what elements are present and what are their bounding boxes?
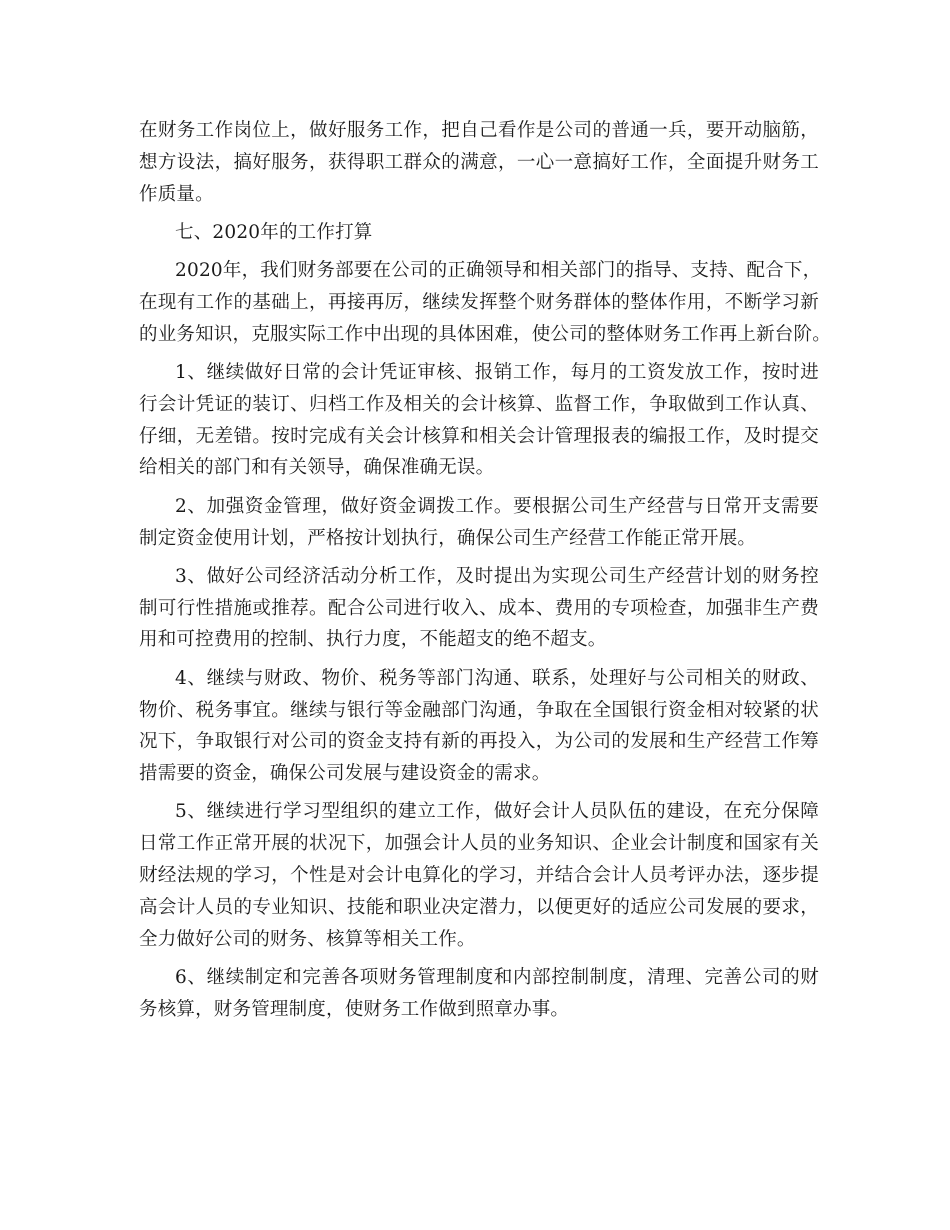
- text-line: 仔细，无差错。按时完成有关会计核算和相关会计管理报表的编报工作，及时提交: [139, 425, 819, 447]
- text-line: 行会计凭证的装订、归档工作及相关的会计核算、监督工作，争取做到工作认真、: [139, 393, 819, 415]
- text-line: 制定资金使用计划，严格按计划执行，确保公司生产经营工作能正常开展。: [139, 527, 757, 549]
- paragraph-item-3: [139, 561, 819, 656]
- text-line: 5、继续进行学习型组织的建立工作，做好会计人员队伍的建设，在充分保障: [175, 801, 819, 823]
- text-line: 给相关的部门和有关领导，确保准确无误。: [139, 457, 495, 479]
- text-line: 4、继续与财政、物价、税务等部门沟通、联系，处理好与公司相关的财政、: [175, 667, 819, 689]
- paragraph-item-2: [139, 491, 819, 555]
- text-line: 财经法规的学习，个性是对会计电算化的学习，并结合会计人员考评办法，逐步提: [139, 865, 819, 887]
- paragraph-item-4: [139, 663, 819, 790]
- text-line: 想方设法，搞好服务，获得职工群众的满意，一心一意搞好工作，全面提升财务工: [139, 151, 819, 173]
- text-line: 作质量。: [139, 183, 214, 205]
- text-line: 日常工作正常开展的状况下，加强会计人员的业务知识、企业会计制度和国家有关: [139, 833, 819, 855]
- text-line: 在现有工作的基础上，再接再厉，继续发挥整个财务群体的整体作用，不断学习新: [139, 291, 819, 313]
- text-line: 3、做好公司经济活动分析工作，及时提出为实现公司生产经营计划的财务控: [175, 565, 819, 587]
- text-line: 2020年，我们财务部要在公司的正确领导和相关部门的指导、支持、配合下，: [175, 260, 822, 282]
- text-line: 高会计人员的专业知识、技能和职业决定潜力，以便更好的适应公司发展的要求，: [139, 896, 819, 918]
- paragraph-item-5: [139, 796, 819, 955]
- document-body: [139, 115, 831, 1026]
- text-line: 务核算，财务管理制度，使财务工作做到照章办事。: [139, 998, 570, 1020]
- paragraph-item-6: [139, 962, 819, 1026]
- text-line: 的业务知识，克服实际工作中出现的具体困难，使公司的整体财务工作再上新台阶。: [139, 323, 831, 345]
- text-line: 在财务工作岗位上，做好服务工作，把自己看作是公司的普通一兵，要开动脑筋，: [139, 120, 819, 141]
- text-line: 用和可控费用的控制、执行力度，不能超支的绝不超支。: [139, 629, 607, 651]
- text-line: 6、继续制定和完善各项财务管理制度和内部控制制度，清理、完善公司的财: [175, 966, 819, 988]
- text-line: 制可行性措施或推荐。配合公司进行收入、成本、费用的专项检查，加强非生产费: [139, 597, 819, 619]
- text-line: 况下，争取银行对公司的资金支持有新的再投入，为公司的发展和生产经营工作筹: [139, 731, 819, 753]
- text-line: 2、加强资金管理，做好资金调拨工作。要根据公司生产经营与日常开支需要: [175, 495, 819, 517]
- paragraph-intro: [139, 115, 819, 210]
- heading-text: 七、2020年的工作打算: [175, 221, 373, 243]
- text-line: 全力做好公司的财务、核算等相关工作。: [139, 928, 476, 950]
- section-heading: [139, 217, 819, 249]
- text-line: 物价、税务事宜。继续与银行等金融部门沟通，争取在全国银行资金相对较紧的状: [139, 699, 819, 721]
- text-line: 1、继续做好日常的会计凭证审核、报销工作，每月的工资发放工作，按时进: [175, 362, 819, 384]
- text-line: 措需要的资金，确保公司发展与建设资金的需求。: [139, 763, 551, 785]
- paragraph-item-1: [139, 357, 819, 484]
- paragraph-2020: [139, 255, 831, 350]
